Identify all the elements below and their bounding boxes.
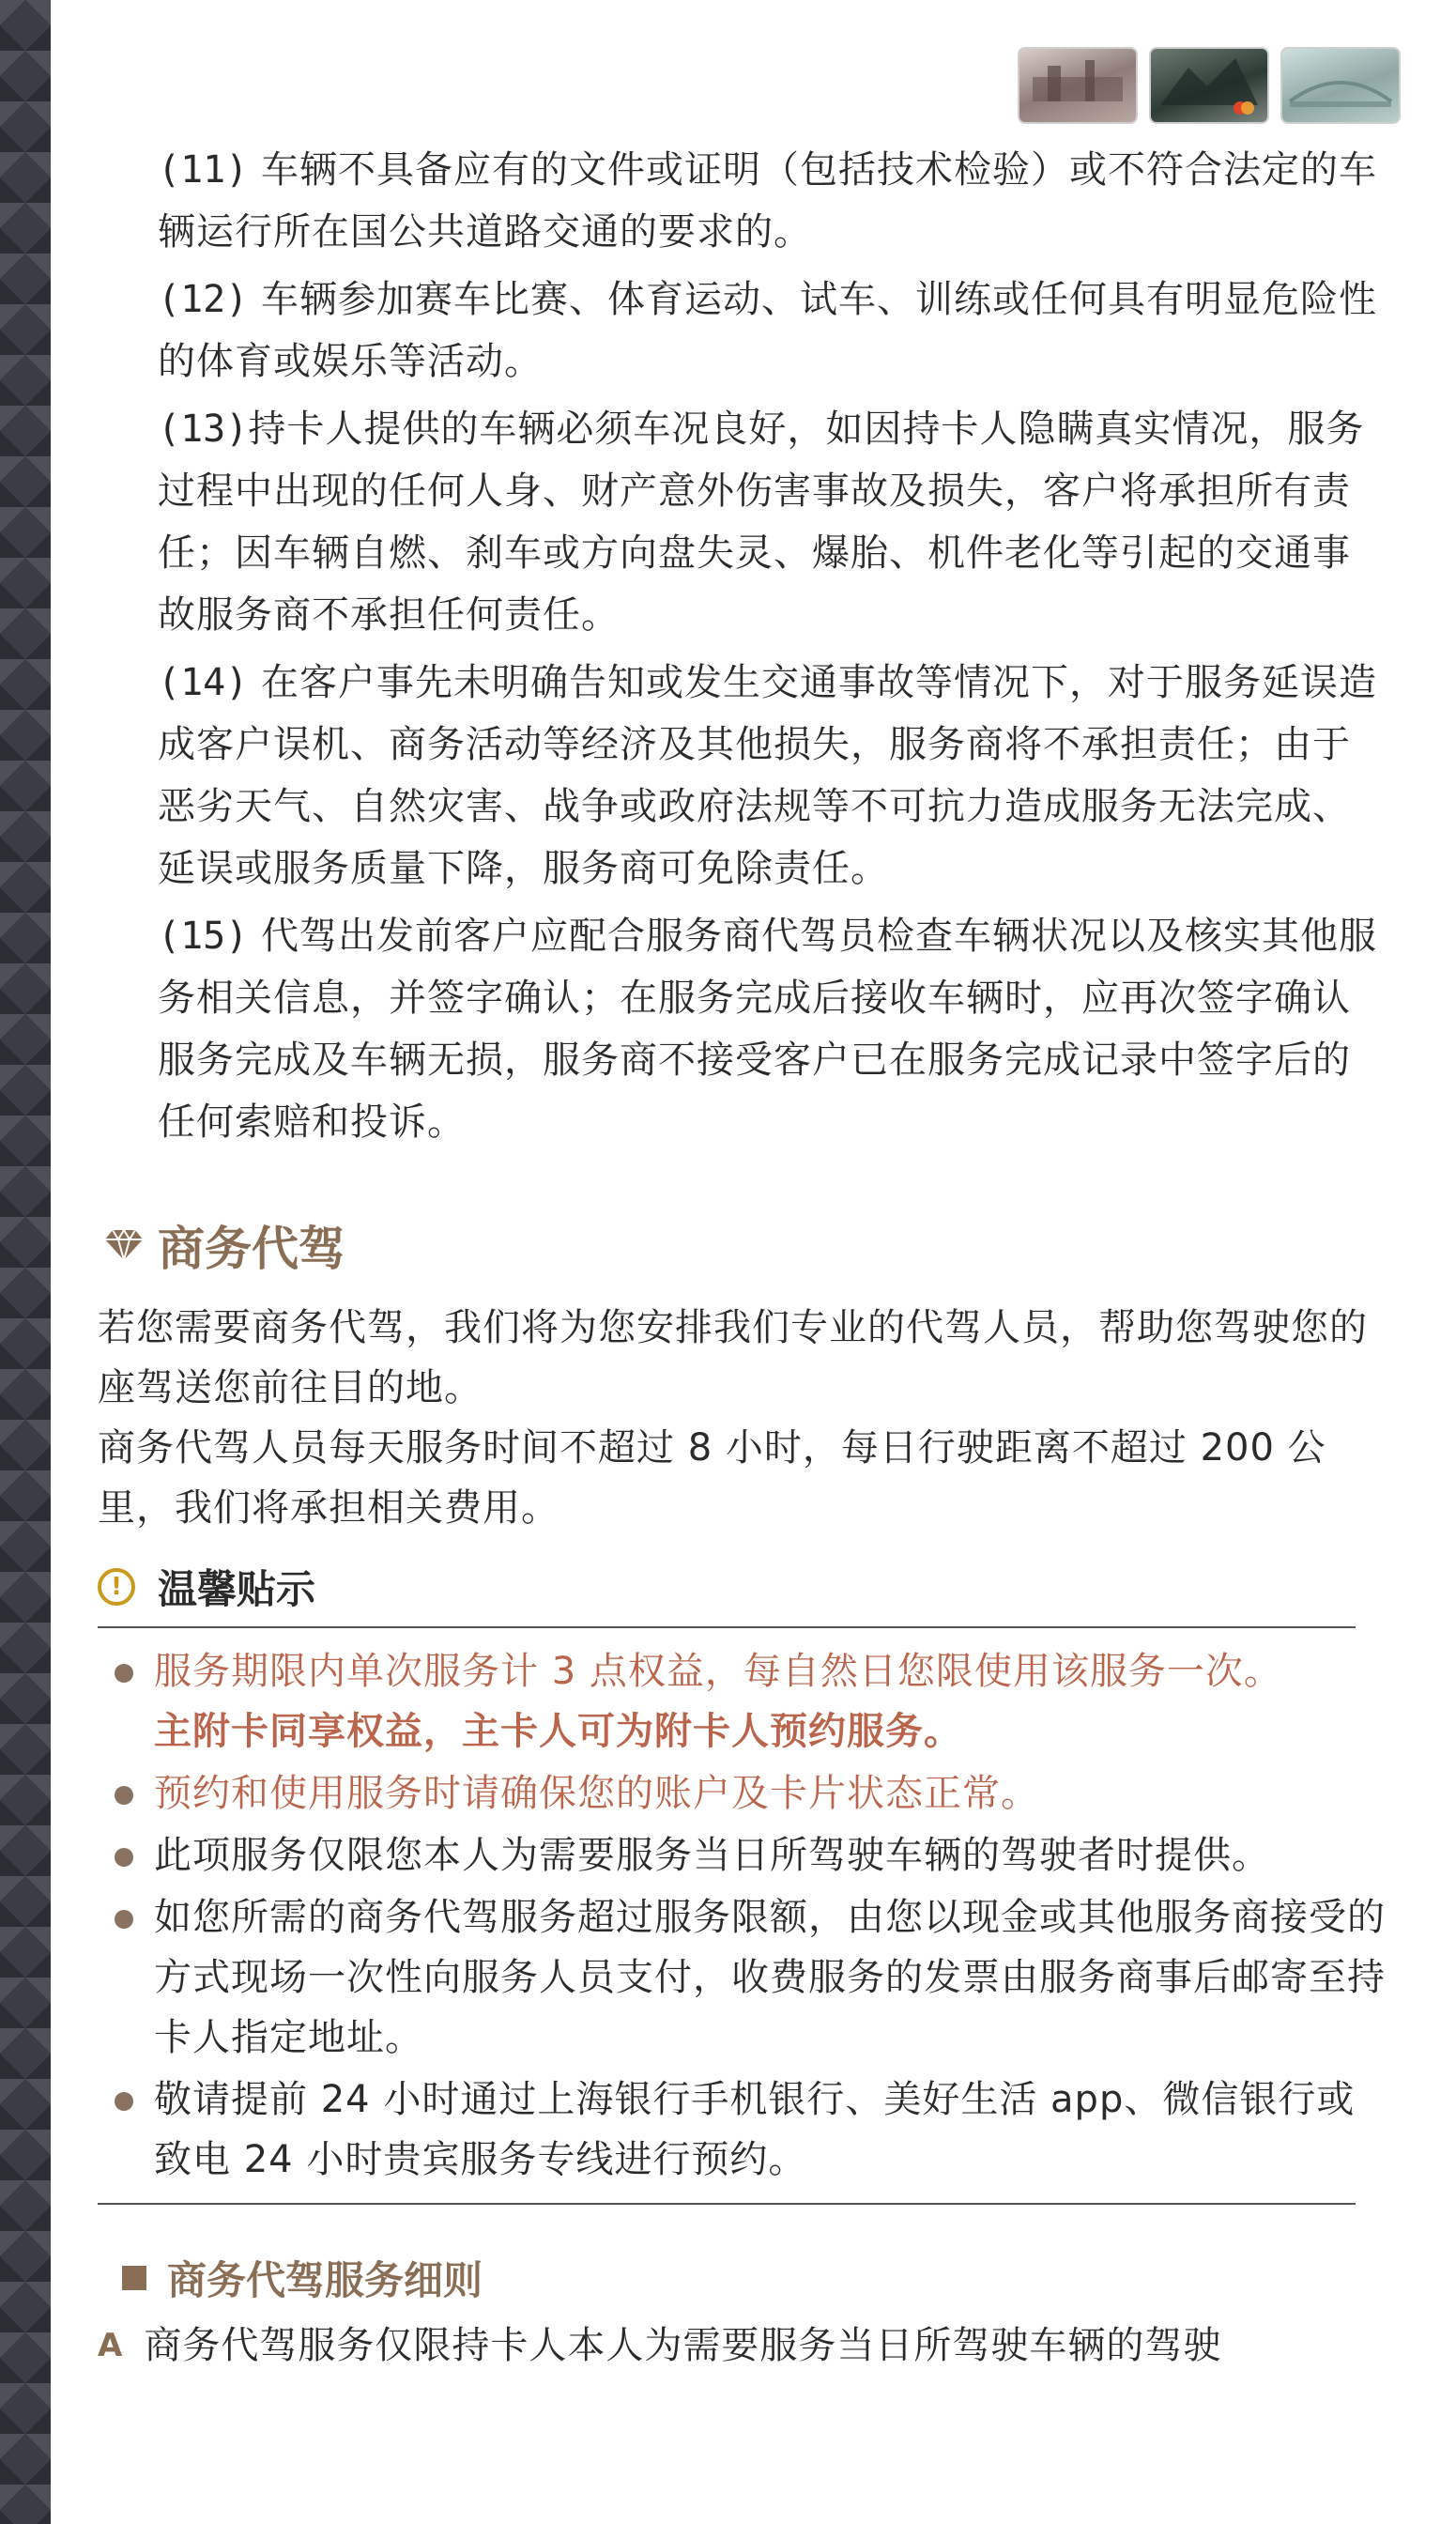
card-image-1 [1018, 47, 1138, 124]
card-thumbnails [1018, 47, 1401, 124]
tip-text: 如您所需的商务代驾服务超过服务限额，由您以现金或其他服务商接受的方式现场一次性向服务人员支付，收费服务的发票由服务商事后邮寄至持卡人指定地址。 [154, 1896, 1386, 2059]
rules-heading [122, 2250, 483, 2306]
term-item-14 [158, 652, 1378, 900]
bullet-icon [115, 1664, 133, 1683]
tip-text: 服务期限内单次服务计 3 点权益，每自然日您限使用该服务一次。 [154, 1650, 1282, 1693]
section-intro [98, 1298, 1374, 1538]
tip-item [111, 1641, 1387, 1762]
decorative-side-strip [0, 0, 51, 2524]
tip-text: 敬请提前 24 小时通过上海银行手机银行、美好生活 app、微信银行或致电 24 小时贵宾服务专线进行预约。 [154, 2078, 1356, 2181]
term-text: 车辆参加赛车比赛、体育运动、试车、训练或任何具有明显危险性的体育或娱乐等活动。 [158, 278, 1378, 383]
tip-item [111, 2070, 1387, 2190]
card-image-2 [1149, 47, 1269, 124]
tip-bold-text: 主附卡同享权益，主卡人可为附卡人预约服务。 [154, 1710, 962, 1753]
tips-header [98, 1559, 315, 1615]
term-number: (14) [158, 661, 249, 704]
exclamation-icon: ! [98, 1568, 135, 1606]
divider-bottom [98, 2203, 1356, 2205]
section-title: 商务代驾 [158, 1222, 345, 1276]
term-number: (15) [158, 915, 249, 958]
tip-item [111, 1763, 1387, 1824]
tip-item [111, 1825, 1387, 1885]
bullet-icon [115, 1848, 133, 1867]
term-item-12 [158, 269, 1378, 392]
tip-text: 此项服务仅限您本人为需要服务当日所驾驶车辆的驾驶者时提供。 [154, 1834, 1270, 1877]
rules-title: 商务代驾服务细则 [167, 2257, 483, 2303]
term-text: 车辆不具备应有的文件或证明（包括技术检验）或不符合法定的车辆运行所在国公共道路交通的要求的。 [158, 148, 1378, 254]
divider-top [98, 1626, 1356, 1628]
term-text: 代驾出发前客户应配合服务商代驾员检查车辆状况以及核实其他服务相关信息，并签字确认；在服务完成后接收车辆时，应再次签字确认服务完成及车辆无损，服务商不接受客户已在服务完成记录中签字后的任何索赔和投诉。 [158, 915, 1378, 1144]
mastercard-logo-icon [1234, 101, 1254, 115]
term-item-15 [158, 905, 1378, 1153]
bullet-icon [115, 1910, 133, 1929]
section-heading [103, 1211, 345, 1279]
clause-text: 商务代驾服务仅限持卡人本人为需要服务当日所驾驶车辆的驾驶 [144, 2324, 1222, 2367]
bullet-icon [115, 1786, 133, 1805]
term-item-11 [158, 139, 1378, 263]
term-text: 在客户事先未明确告知或发生交通事故等情况下，对于服务延误造成客户误机、商务活动等经济及其他损失，服务商将不承担责任；由于恶劣天气、自然灾害、战争或政府法规等不可抗力造成服务无法完成、延误或服务质量下降，服务商可免除责任。 [158, 661, 1378, 890]
clause-letter: A [98, 2327, 124, 2364]
rules-clause-a [98, 2316, 1221, 2376]
tips-list [111, 1641, 1387, 2192]
term-number: (11) [158, 148, 249, 192]
bullet-icon [115, 2092, 133, 2111]
term-number: (13) [158, 408, 249, 451]
term-number: (12) [158, 278, 249, 321]
tip-item [111, 1887, 1387, 2068]
card-image-3 [1280, 47, 1401, 124]
intro-paragraph-1: 若您需要商务代驾，我们将为您安排我们专业的代驾人员，帮助您驾驶您的座驾送您前往目的地。 [98, 1306, 1368, 1409]
square-bullet-icon [122, 2266, 146, 2290]
tips-title: 温馨贴示 [158, 1566, 316, 1612]
term-text: 持卡人提供的车辆必须车况良好，如因持卡人隐瞒真实情况，服务过程中出现的任何人身、财产意外伤害事故及损失，客户将承担所有责任；因车辆自燃、刹车或方向盘失灵、爆胎、机件老化等引起的交通事故服务商不承担任何责任。 [158, 408, 1365, 637]
numbered-terms-list [158, 139, 1378, 1159]
term-item-13 [158, 398, 1378, 646]
intro-paragraph-2: 商务代驾人员每天服务时间不超过 8 小时，每日行驶距离不超过 200 公里，我们将承担相关费用。 [98, 1426, 1326, 1530]
tip-text: 预约和使用服务时请确保您的账户及卡片状态正常。 [154, 1772, 1039, 1815]
diamond-icon [103, 1228, 145, 1262]
